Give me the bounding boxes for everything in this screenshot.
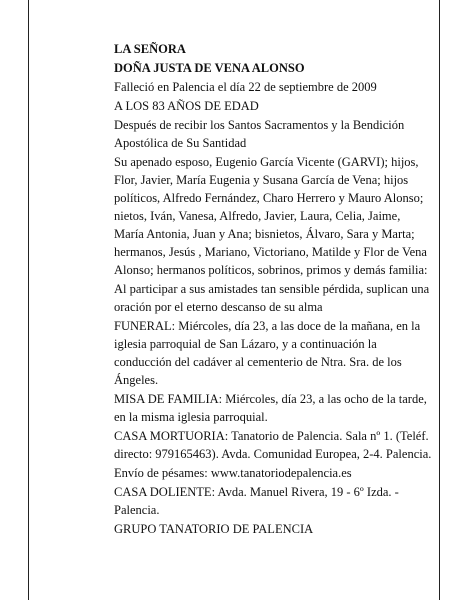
mourning-house-paragraph: CASA DOLIENTE: Avda. Manuel Rivera, 19 - 6º Izda. - Palencia.: [114, 485, 399, 517]
prayer-request-paragraph: Al participar a sus amistades tan sensible pérdida, suplican una oración por el eterno descanso de su alma: [114, 282, 430, 314]
condolences-line: Envío de pésames: www.tanatoriodepalencia.es: [114, 466, 352, 480]
sacraments-paragraph: Después de recibir los Santos Sacramentos y la Bendición Apostólica de Su Santidad: [114, 118, 405, 150]
age-line: A LOS 83 AÑOS DE EDAD: [114, 99, 259, 113]
family-paragraph: Su apenado esposo, Eugenio García Vicente (GARVI); hijos, Flor, Javier, María Eugenia y Susana García de Vena; hijos políticos, Alfredo Fernández, Charo Herrero y Mauro Alonso; nietos, Iván, Vanesa, Alfredo, Javier, Laura, Celia, Jaime, María Antonia, Juan y Ana; bisnietos, Álvaro, Sara y Marta; hermanos, Jesús , Mariano, Victoriano, Matilde y Flor de Vena Alonso; hermanos políticos, sobrinos, primos y demás familia:: [114, 155, 428, 277]
title-line-1: LA SEÑORA: [114, 42, 186, 56]
signature-line: GRUPO TANATORIO DE PALENCIA: [114, 522, 314, 536]
funeral-home-paragraph: CASA MORTUORIA: Tanatorio de Palencia. Sala nº 1. (Teléf. directo: 979165463). Avda. Comunidad Europea, 2-4. Palencia.: [114, 429, 432, 461]
funeral-paragraph: FUNERAL: Miércoles, día 23, a las doce de la mañana, en la iglesia parroquial de San Lázaro, y a continuación la conducción del cadáver al cementerio de Ntra. Sra. de los Ángeles.: [114, 319, 421, 387]
deceased-name: DOÑA JUSTA DE VENA ALONSO: [114, 61, 305, 75]
obituary-notice: [114, 40, 432, 538]
death-date-line: Falleció en Palencia el día 22 de septiembre de 2009: [114, 80, 377, 94]
family-mass-paragraph: MISA DE FAMILIA: Miércoles, día 23, a las ocho de la tarde, en la misma iglesia parroquial.: [114, 392, 427, 424]
